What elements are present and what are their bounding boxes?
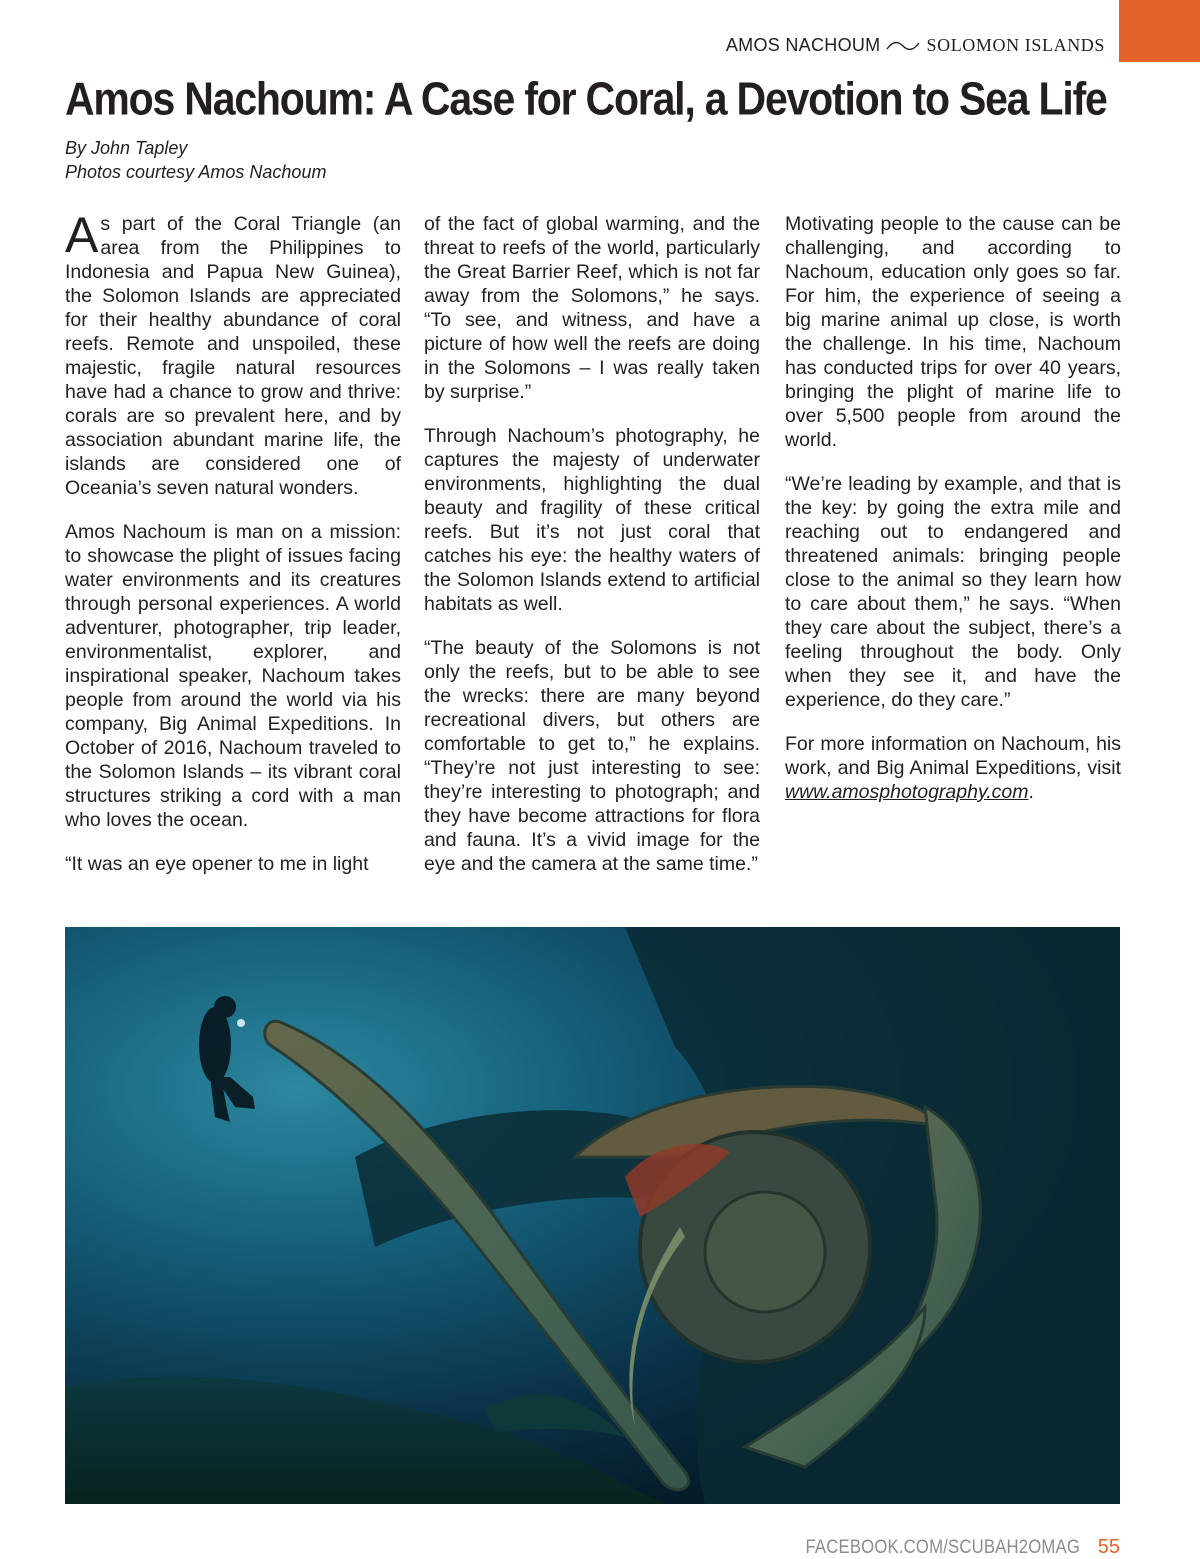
shipwreck-dive-photo (65, 927, 1120, 1504)
paragraph (65, 207, 401, 500)
closing-text: For more information on Nachoum, his work, and Big Animal Expeditions, visit (785, 733, 1121, 779)
magazine-section-label: SOLOMON ISLANDS (926, 35, 1105, 55)
paragraph (785, 732, 1121, 804)
article-column-1 (65, 207, 401, 896)
header-accent-block (1119, 0, 1200, 62)
closing-punctuation: . (1028, 781, 1034, 803)
page-number: 55 (1097, 1536, 1120, 1558)
drop-cap: A (65, 207, 99, 263)
paragraph: of the fact of global warming, and the threat to reefs of the world, particularly the Great Barrier Reef, which is not far away from the Solomons,” he says. “To see, and witness, and have a picture of how well the reefs are doing in the Solomons – I was really taken by surprise.” (424, 213, 760, 403)
article-title: Amos Nachoum: A Case for Coral, a Devotion to Sea Life (65, 73, 1107, 125)
page-footer (768, 1536, 1120, 1559)
photo-credit: Photos courtesy Amos Nachoum (65, 162, 327, 182)
byline-block (65, 136, 326, 184)
paragraph: “It was an eye opener to me in light (65, 853, 369, 875)
paragraph: Motivating people to the cause can be challenging, and according to Nachoum, education only goes so far. For him, the experience of seeing a big marine animal up close, is worth the challenge. In his time, Nachoum has conducted trips for over 40 years, bringing the plight of marine life to over 5,500 people from around the world. (785, 213, 1121, 451)
section-label: AMOS NACHOUM (725, 35, 881, 55)
website-link[interactable]: www.amosphotography.com (785, 781, 1029, 803)
paragraph: Through Nachoum’s photography, he captures the majesty of underwater environments, highlighting the dual beauty and fragility of these critical reefs. But it’s not just coral that catches his eye: the healthy waters of the Solomon Islands extend to artificial habitats as well. (424, 425, 760, 615)
facebook-url[interactable]: FACEBOOK.COM/SCUBAH2OMAG (805, 1537, 1080, 1558)
paragraph-text: s part of the Coral Triangle (an area from the Philippines to Indonesia and Papua New Guinea), the Solomon Islands are appreciated for their healthy abundance of coral reefs. Remote and unspoiled, these majestic, fragile natural resources have had a chance to grow and thrive: corals are so prevalent here, and by association abundant marine life, the islands are considered one of Oceania’s seven natural wonders. (65, 213, 401, 499)
paragraph: Amos Nachoum is man on a mission: to showcase the plight of issues facing water environments and its creatures through personal experiences. A world adventurer, photographer, trip leader, environmentalist, explorer, and inspirational speaker, Nachoum takes people from around the world via his company, Big Animal Expeditions. In October of 2016, Nachoum traveled to the Solomon Islands – its vibrant coral structures striking a cord with a man who loves the ocean. (65, 521, 401, 831)
running-header (726, 35, 1105, 56)
article-column-3 (785, 212, 1121, 824)
wave-divider-icon (886, 40, 920, 52)
paragraph: “We’re leading by example, and that is the key: by going the extra mile and reaching out to endangered and threatened animals: bringing people close to the animal so they learn how to care about them,” he says. “When they care about the subject, there’s a feeling throughout the body. Only when they see it, and have the experience, do they care.” (785, 473, 1121, 711)
paragraph: “The beauty of the Solomons is not only the reefs, but to be able to see the wrecks: there are many beyond recreational divers, but others are comfortable to get to,” he explains. “They’re not just interesting to see: they’re interesting to photograph; and they have become attractions for flora and fauna. It’s a vivid image for the eye and the camera at the same time.” (424, 637, 760, 875)
author-byline: By John Tapley (65, 138, 188, 158)
article-column-2 (424, 212, 760, 896)
